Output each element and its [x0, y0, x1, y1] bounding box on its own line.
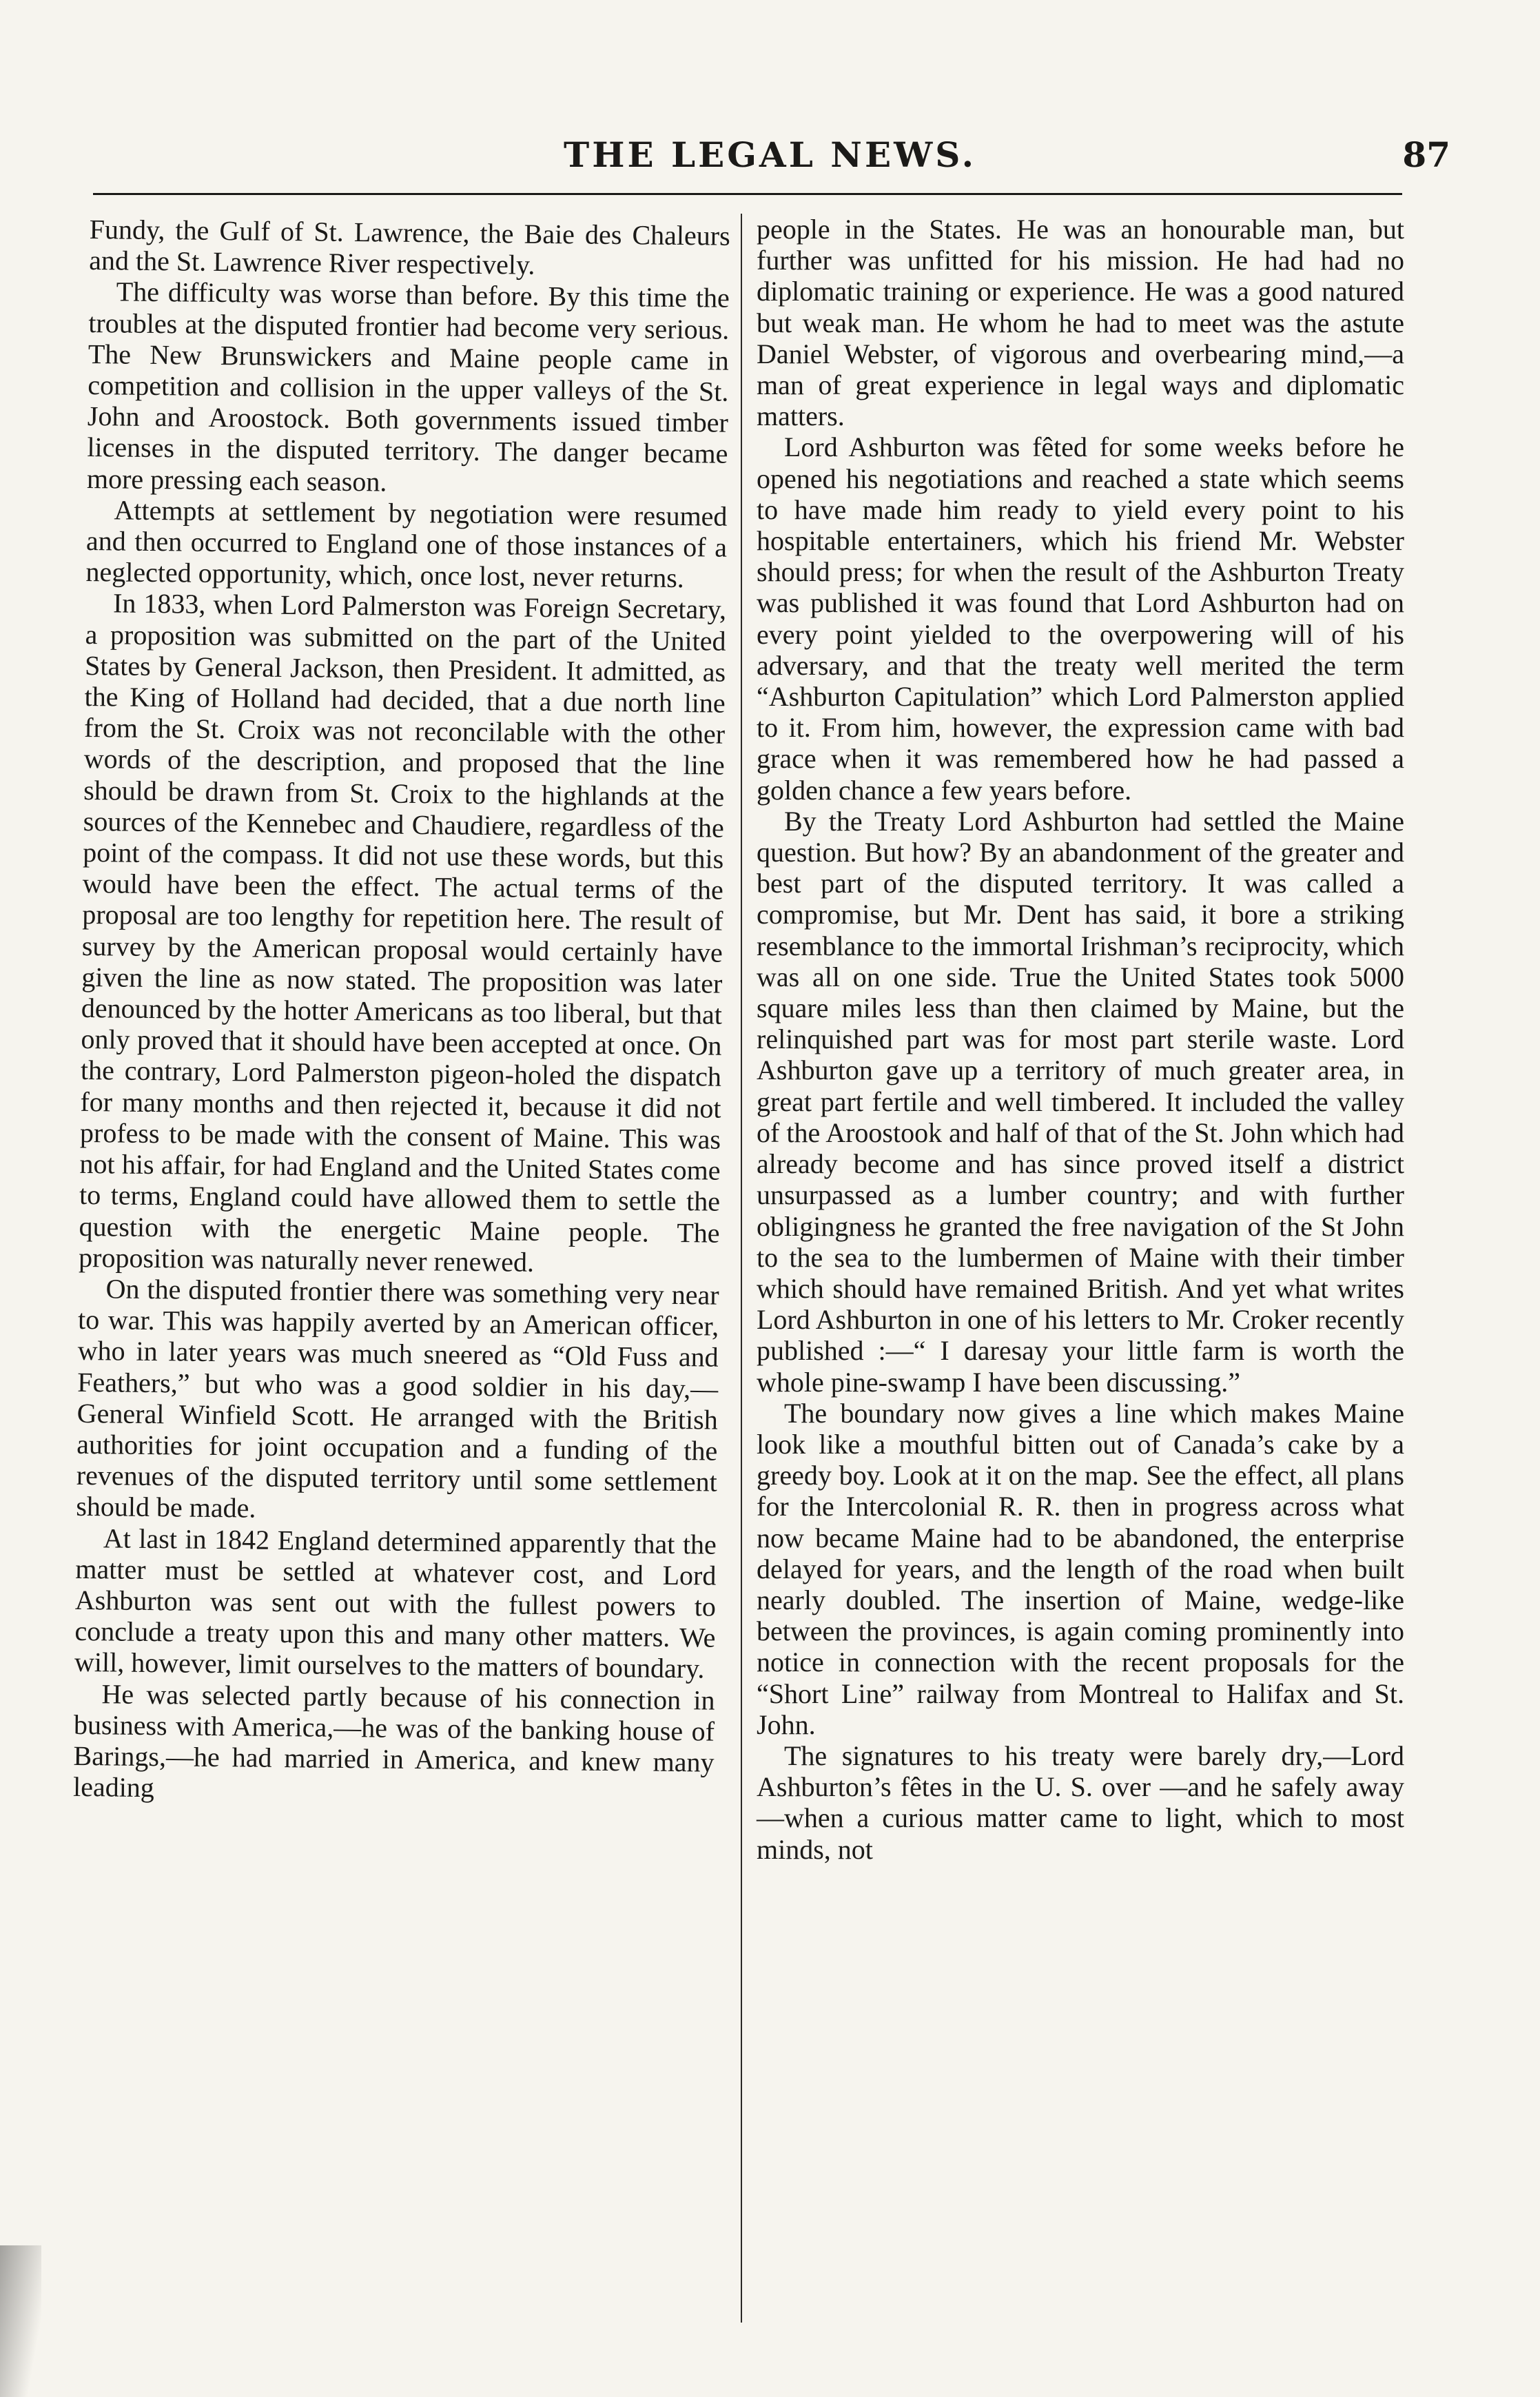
right-column [757, 214, 1404, 1865]
column-divider [741, 214, 742, 2323]
page-number: 87 [1402, 134, 1450, 175]
paragraph: On the disputed frontier there was something very near to war. This was happily averted by an American officer, who in later years was much sneered as “Old Fuss and Feathers,” but who was a good soldier in his day,—General Winfield Scott. He arranged with the British authorities for joint occupation and a funding of the revenues of the disputed territory until some settlement should be made. [76, 1273, 719, 1524]
paragraph: The boundary now gives a line which makes Maine look like a mouthful bitten out of Canada’s cake by a greedy boy. Look at it on the map. See the effect, all plans for the Intercolonial R. R. then in progress across what now became Maine had to be abandoned, the enterprise delayed for years, and the length of the road when built nearly doubled. The insertion of Maine, wedge-like between the provinces, is again coming prominently into notice in connection with the recent proposals for the “Short Line” railway from Montreal to Halifax and St. John. [757, 1397, 1404, 1740]
paragraph: The signatures to his treaty were barely dry,—Lord Ashburton’s fêtes in the U. S. over —and he safely away—when a curious matter came to light, which to most minds, not [757, 1740, 1404, 1865]
paragraph: The difficulty was worse than before. By this time the troubles at the disputed frontier had become very serious. The New Brunswickers and Maine people came in competition and collision in the upper valleys of the St. John and Aroostock. Both governments issued timber licenses in the disputed territory. The danger became more pressing each season. [86, 276, 730, 498]
paragraph: He was selected partly because of his connection in business with America,—he was of the banking house of Barings,—he had married in America, and knew many leading [72, 1677, 715, 1804]
paragraph: Attempts at settlement by negotiation were resumed and then occurred to England one of those instances of a neglected opportunity, which, once lost, never returns. [85, 494, 728, 594]
paragraph: people in the States. He was an honourable man, but further was unfitted for his mission. He had had no diplomatic training or experience. He was a good natured but weak man. He whom he had to meet was the astute Daniel Webster, of vigorous and overbearing mind,—a man of great experience in legal ways and diplomatic matters. [757, 214, 1404, 432]
left-column [73, 214, 730, 1809]
paragraph: Lord Ashburton was fêted for some weeks before he opened his negotiations and reached a state which seems to have made him ready to yield every point to his hospitable entertainers, which his friend Mr. Webster should press; for when the result of the Ashburton Treaty was published it was found that Lord Ashburton had on every point yielded to the overpowering will of his adversary, and that the treaty well merited the term “Ashburton Capitulation” which Lord Palmerston applied to it. From him, however, the expression came with bad grace when it was remembered how he had passed a golden chance a few years before. [757, 431, 1404, 806]
paragraph: By the Treaty Lord Ashburton had settled the Maine question. But how? By an abandonment of the greater and best part of the disputed territory. It was called a compromise, but Mr. Dent has said, it bore a striking resemblance to the immortal Irishman’s reciprocity, which was all on one side. True the United States took 5000 square miles less than then claimed by Maine, but the relinquished part was for most part sterile waste. Lord Ashburton gave up a territory of much greater area, in great part fertile and well timbered. It included the valley of the Aroostook and half of that of the St. John which had already become and has since proved itself a district unsurpassed as a lumber country; and with further obligingness he granted the free navigation of the St John to the sea to the lumbermen of Maine with their timber which should have remained British. And yet what writes Lord Ashburton in one of his letters to Mr. Croker recently published :—“ I daresay your little farm is worth the whole pine-swamp I have been discussing.” [757, 805, 1404, 1398]
header-rule [93, 193, 1402, 195]
paragraph: Fundy, the Gulf of St. Lawrence, the Baie des Chaleurs and the St. Lawrence River respectively. [89, 214, 730, 280]
running-title: THE LEGAL NEWS. [564, 134, 976, 175]
page-edge-shadow [0, 2245, 41, 2397]
page-header [90, 134, 1450, 190]
paragraph: At last in 1842 England determined apparently that the matter must be settled at whatever cost, and Lord Ashburton was sent out with the fullest powers to conclude a treaty upon this and many other matters. We will, however, limit ourselves to the matters of boundary. [74, 1522, 717, 1684]
paragraph: In 1833, when Lord Palmerston was Foreign Secretary, a proposition was submitted on the part of the United States by General Jackson, then President. It admitted, as the King of Holland had decided, that a due north line from the St. Croix was not reconcilable with the other words of the description, and proposed that the line should be drawn from St. Croix to the highlands at the sources of the Kennebec and Chaudiere, regardless of the point of the compass. It did not use these words, but this would have been the effect. The actual terms of the proposal are too lengthy for repetition here. The result of survey by the American proposal would certainly have given the line as now stated. The proposition was later denounced by the hotter Americans as too liberal, but that only proved that it should have been accepted at once. On the contrary, Lord Palmerston pigeon-holed the dispatch for many months and then rejected it, because it did not profess to be made with the consent of Maine. This was not his affair, for had England and the United States come to terms, England could have allowed them to settle the question with the energetic Maine people. The proposition was naturally never renewed. [78, 587, 727, 1278]
